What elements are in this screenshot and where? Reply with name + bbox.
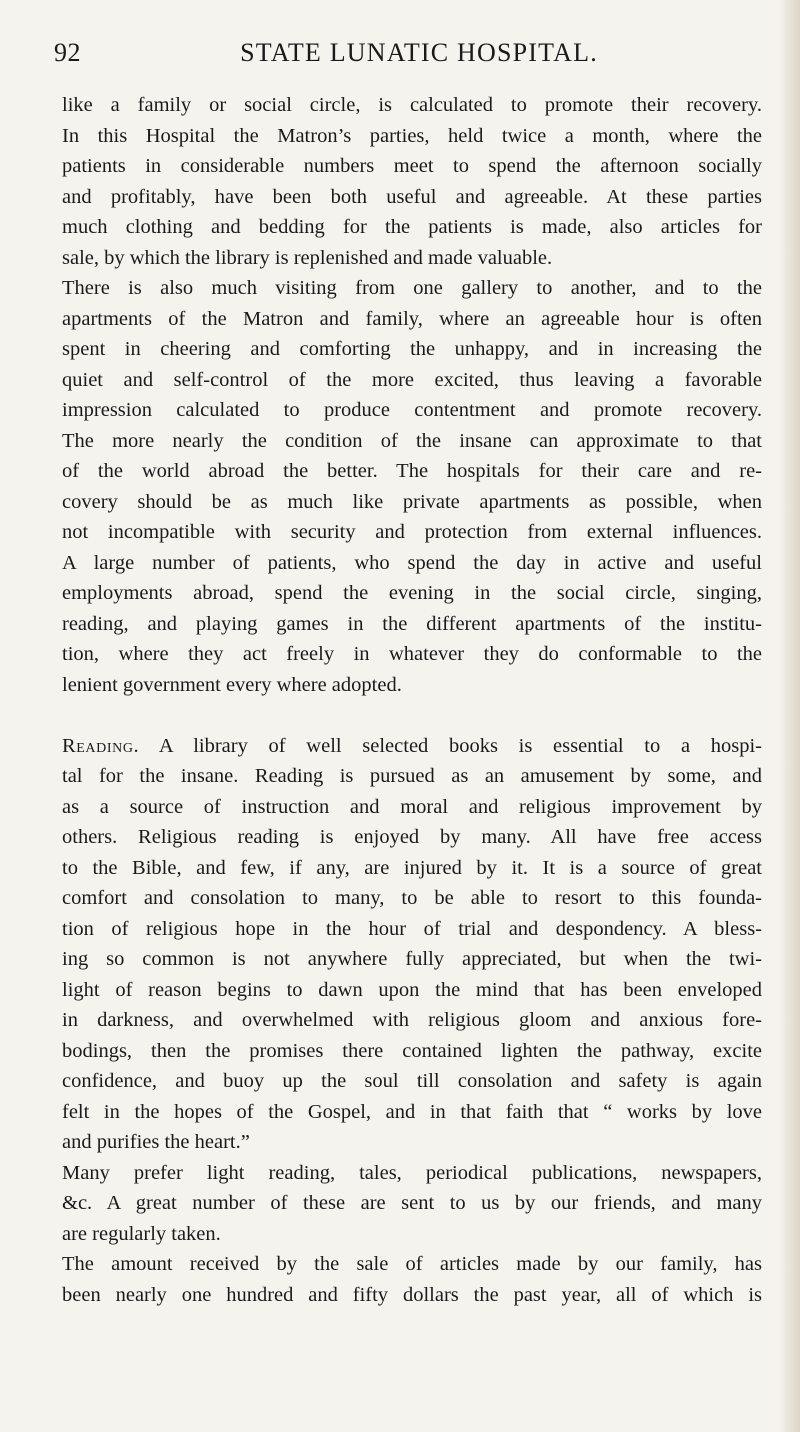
text-line: and profitably, have been both useful and agreeable. At these parties bbox=[62, 185, 762, 208]
text-line: apartments of the Matron and family, where an agreeable hour is often bbox=[62, 307, 762, 330]
text-line: like a family or social circle, is calculated to promote their recovery. bbox=[62, 94, 762, 116]
text-line: The amount received by the sale of articles made by our family, has bbox=[62, 1253, 762, 1275]
text-line: tion, where they act freely in whatever they do conformable to the bbox=[62, 643, 762, 665]
page-number: 92 bbox=[54, 38, 81, 67]
text-line: confidence, and buoy up the soul till consolation and safety is again bbox=[62, 1070, 762, 1092]
page-edge-shadow bbox=[778, 0, 800, 1432]
text-line: are regularly taken. bbox=[62, 1222, 221, 1245]
section-spacer bbox=[62, 700, 762, 731]
text-line: light of reason begins to dawn upon the mind that has been enveloped bbox=[62, 978, 762, 1001]
text-line: as a source of instruction and moral and religious improvement by bbox=[62, 795, 762, 818]
text-line: to the Bible, and few, if any, are injured by it. It is a source of great bbox=[62, 856, 762, 879]
text-line: reading, and playing games in the different apartments of the institu- bbox=[62, 612, 762, 635]
text-line: not incompatible with security and protection from external influences. bbox=[62, 521, 762, 543]
section-heading-reading: Reading. bbox=[62, 734, 140, 757]
running-head bbox=[54, 36, 744, 70]
page-title: STATE LUNATIC HOSPITAL. bbox=[240, 38, 598, 67]
text-line: There is also much visiting from one gallery to another, and to the bbox=[62, 277, 762, 299]
text-line: &c. A great number of these are sent to us by our friends, and many bbox=[62, 1192, 762, 1214]
text-line: of the world abroad the better. The hospitals for their care and re- bbox=[62, 460, 762, 482]
section-reading bbox=[62, 731, 762, 1158]
text-line: patients in considerable numbers meet to spend the afternoon socially bbox=[62, 155, 762, 177]
text-line bbox=[62, 731, 762, 762]
text-line: felt in the hopes of the Gospel, and in that faith that “ works by love bbox=[62, 1100, 762, 1123]
text-line: been nearly one hundred and fifty dollars the past year, all of which is bbox=[62, 1283, 762, 1306]
text-line: comfort and consolation to many, to be able to resort to this founda- bbox=[62, 887, 762, 909]
text-line: and purifies the heart.” bbox=[62, 1131, 250, 1153]
text-line: tal for the insane. Reading is pursued as an amusement by some, and bbox=[62, 765, 762, 787]
text-line: sale, by which the library is replenished and made valuable. bbox=[62, 246, 553, 269]
text-line: in darkness, and overwhelmed with religious gloom and anxious fore- bbox=[62, 1009, 762, 1031]
text-line: others. Religious reading is enjoyed by many. All have free access bbox=[62, 826, 762, 848]
text-line: bodings, then the promises there contained lighten the pathway, excite bbox=[62, 1039, 762, 1062]
text-line: employments abroad, spend the evening in the social circle, singing, bbox=[62, 582, 762, 604]
text-line: A large number of patients, who spend the day in active and useful bbox=[62, 551, 762, 574]
text-line: spent in cheering and comforting the unhappy, and in increasing the bbox=[62, 338, 762, 360]
paragraph-amount-received bbox=[62, 1249, 762, 1310]
paragraph-light-reading bbox=[62, 1158, 762, 1250]
paragraph-matron-parties bbox=[62, 90, 762, 273]
text-line: In this Hospital the Matron’s parties, held twice a month, where the bbox=[62, 124, 762, 147]
text-line: Many prefer light reading, tales, periodical publications, newspapers, bbox=[62, 1161, 762, 1184]
text-line: The more nearly the condition of the insane can approximate to that bbox=[62, 429, 762, 452]
text-line: tion of religious hope in the hour of trial and despondency. A bless- bbox=[62, 917, 762, 940]
text-line: covery should be as much like private apartments as possible, when bbox=[62, 490, 762, 513]
text-line: lenient government every where adopted. bbox=[62, 673, 402, 696]
paragraph-visiting bbox=[62, 273, 762, 700]
text-line: impression calculated to produce contentment and promote recovery. bbox=[62, 399, 762, 421]
text-line: much clothing and bedding for the patients is made, also articles for bbox=[62, 216, 762, 238]
text-body bbox=[62, 90, 762, 1310]
text-line: ing so common is not anywhere fully appreciated, but when the twi- bbox=[62, 948, 762, 970]
text-line: quiet and self-control of the more excited, thus leaving a favorable bbox=[62, 368, 762, 391]
text-line-rest: A library of well selected books is essential to a hospi- bbox=[158, 734, 762, 757]
